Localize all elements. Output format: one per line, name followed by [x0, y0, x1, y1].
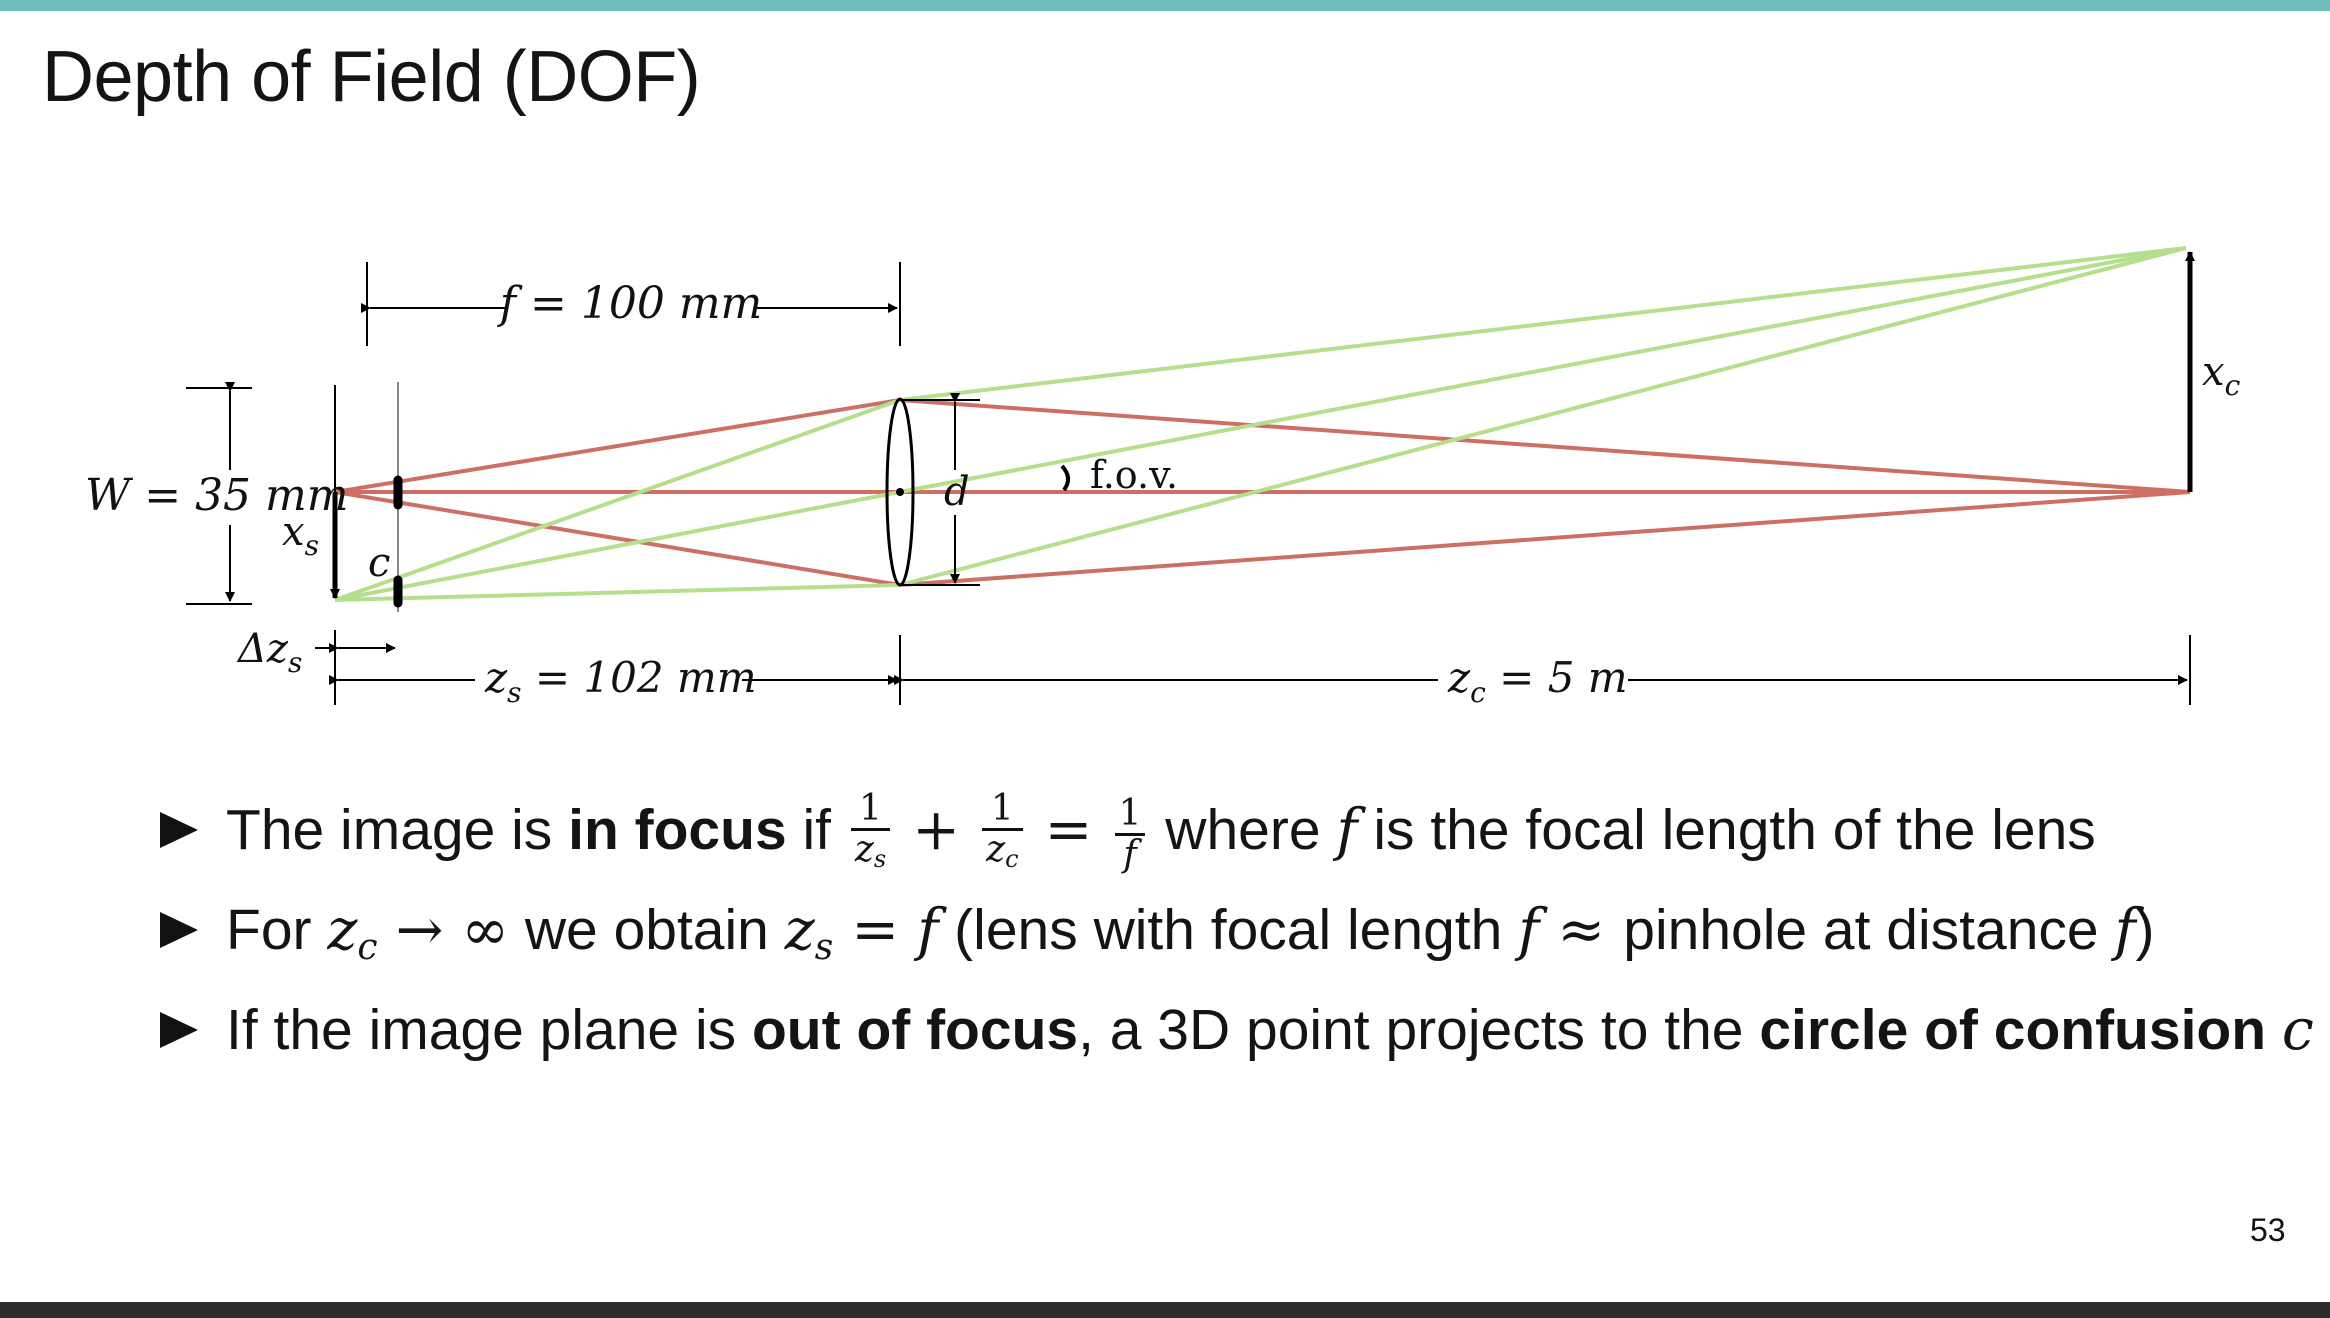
bullet-triangle-icon: [160, 1012, 198, 1048]
red-rays: [335, 400, 2190, 585]
bullet-pinhole-limit: For $z_c$ → ∞ we obtain $z_s = f$ (lens with focal length f ≈ pinhole at distance f): [160, 890, 2260, 990]
dzs-label: $\Delta z_s$: [238, 626, 303, 679]
d-label: d: [944, 469, 970, 515]
page-number: 53: [2250, 1212, 2286, 1248]
out-of-focus-term: out of focus: [751, 998, 1079, 1062]
xc-label: $x_c$: [2202, 349, 2241, 402]
W-label: W = 35 mm: [85, 470, 349, 521]
in-focus-term: in focus: [568, 798, 787, 863]
fraction-1-over-zc: $\frac{1}{z_c}$: [982, 790, 1022, 878]
bullet-list: [160, 788, 2314, 1090]
zc-label: $z_c = 5$ m: [1448, 653, 1628, 709]
bottom-bar: [0, 1302, 2330, 1318]
bullet-triangle-icon: [160, 812, 198, 848]
f-label: f = 100 mm: [499, 278, 763, 329]
c-label: c: [368, 540, 391, 586]
bullet-in-focus: The image is in focus if $\frac{1}{z_s}$ + $\frac{1}{z_c}$ = $\frac{1}{f}$ where f is the focal length of the lens: [160, 790, 2260, 890]
fraction-1-over-f: $\frac{1}{f}$: [1115, 795, 1146, 874]
zs-label: $z_s = 102$ mm: [485, 653, 757, 709]
red-ray-top-left: [335, 400, 900, 492]
fraction-1-over-zs: $\frac{1}{z_s}$: [851, 790, 890, 878]
slide-title: Depth of Field (DOF): [42, 37, 701, 117]
circle-of-confusion-term: circle of confusion: [1759, 998, 2267, 1062]
green-ray-top-right: [900, 248, 2186, 400]
green-ray-bottom-right: [900, 248, 2186, 585]
red-ray-bottom-right: [900, 492, 2190, 585]
fov-label: f.o.v.: [1090, 453, 1179, 497]
fov-arc: [1062, 466, 1068, 490]
bullet-triangle-icon: [160, 912, 198, 948]
xs-label: $x_s$: [282, 509, 319, 562]
green-ray-bottom-left: [335, 585, 900, 600]
green-ray-center-left: [335, 492, 900, 600]
bullet-circle-of-confusion: If the image plane is out of focus, a 3D point projects to the circle of confusion c: [160, 990, 2260, 1090]
